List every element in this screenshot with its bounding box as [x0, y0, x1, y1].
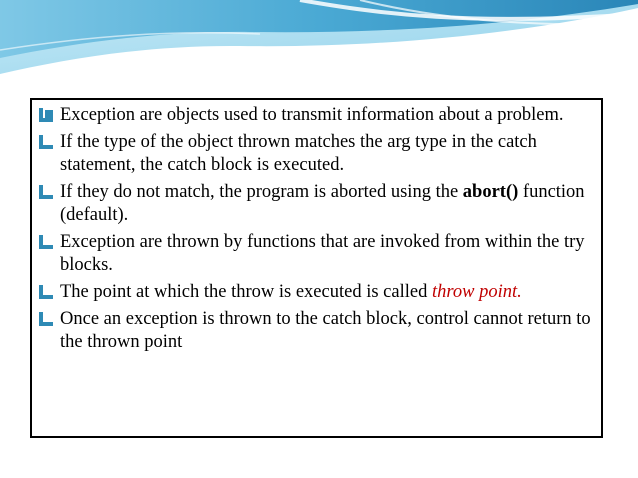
term-throw-point: throw point.: [431, 282, 522, 302]
bullet-text: If the type of the object thrown matches the arg type in the catch statement, the catch block is executed.: [60, 132, 537, 175]
checkbox-bullet-icon: [39, 108, 53, 122]
bullet-text: Once an exception is thrown to the catch block, control cannot return to the thrown point: [60, 309, 591, 352]
function-name-abort: abort(): [462, 182, 519, 202]
bullet-text-pre: The point at which the throw is executed is called: [60, 282, 432, 302]
checkbox-bullet-icon: [39, 135, 53, 149]
checkbox-bullet-icon: [39, 285, 53, 299]
bullet-text-pre: If they do not match, the program is aborted using the: [60, 182, 463, 202]
bullet-item-5: [36, 281, 595, 304]
checkbox-bullet-icon: [39, 185, 53, 199]
content-box: [30, 98, 603, 438]
bullet-item-3: [36, 181, 595, 227]
bullet-item-1: [36, 104, 595, 127]
header-wave-decoration: [0, 0, 638, 80]
bullet-text: Exception are thrown by functions that are invoked from within the try blocks.: [60, 232, 585, 275]
checkbox-bullet-icon: [39, 235, 53, 249]
checkbox-bullet-icon: [39, 312, 53, 326]
bullet-item-2: [36, 131, 595, 177]
bullet-item-4: [36, 231, 595, 277]
bullet-item-6: [36, 308, 595, 354]
bullet-text: Exception are objects used to transmit information about a problem.: [60, 105, 564, 125]
bullet-text-post: function (default).: [60, 182, 585, 225]
bullet-list: [32, 100, 601, 354]
